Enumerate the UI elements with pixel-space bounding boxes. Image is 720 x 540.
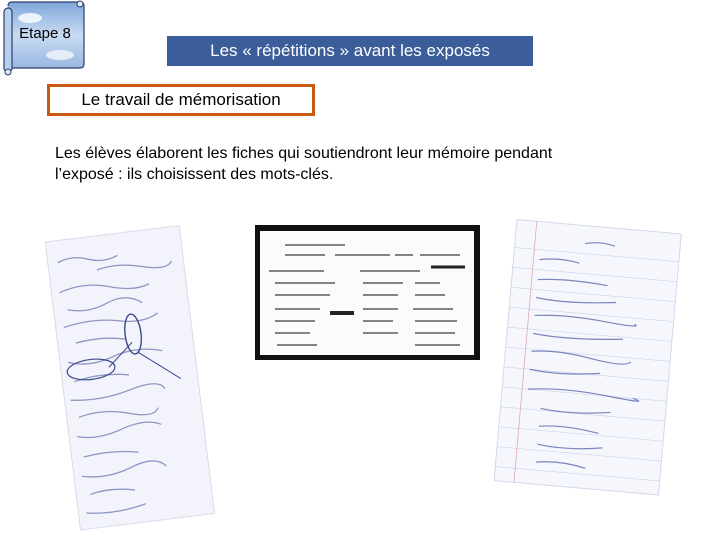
page-title: Les « répétitions » avant les exposés xyxy=(167,36,533,66)
step-badge xyxy=(0,0,86,76)
body-paragraph xyxy=(55,143,675,185)
section-heading-box xyxy=(47,84,315,116)
notebook-sheet-photo xyxy=(485,214,685,504)
section-heading: Le travail de mémorisation xyxy=(50,87,312,113)
paragraph-line-1: Les élèves élaborent les fiches qui soutiendront leur mémoire pendant xyxy=(55,145,553,162)
mindmap-sheet-photo xyxy=(40,215,215,535)
step-label: Etape 8 xyxy=(19,25,71,42)
paragraph-line-2: l’exposé : ils choisissent des mots-clés. xyxy=(55,166,334,183)
keyword-outline-photo xyxy=(255,225,480,360)
